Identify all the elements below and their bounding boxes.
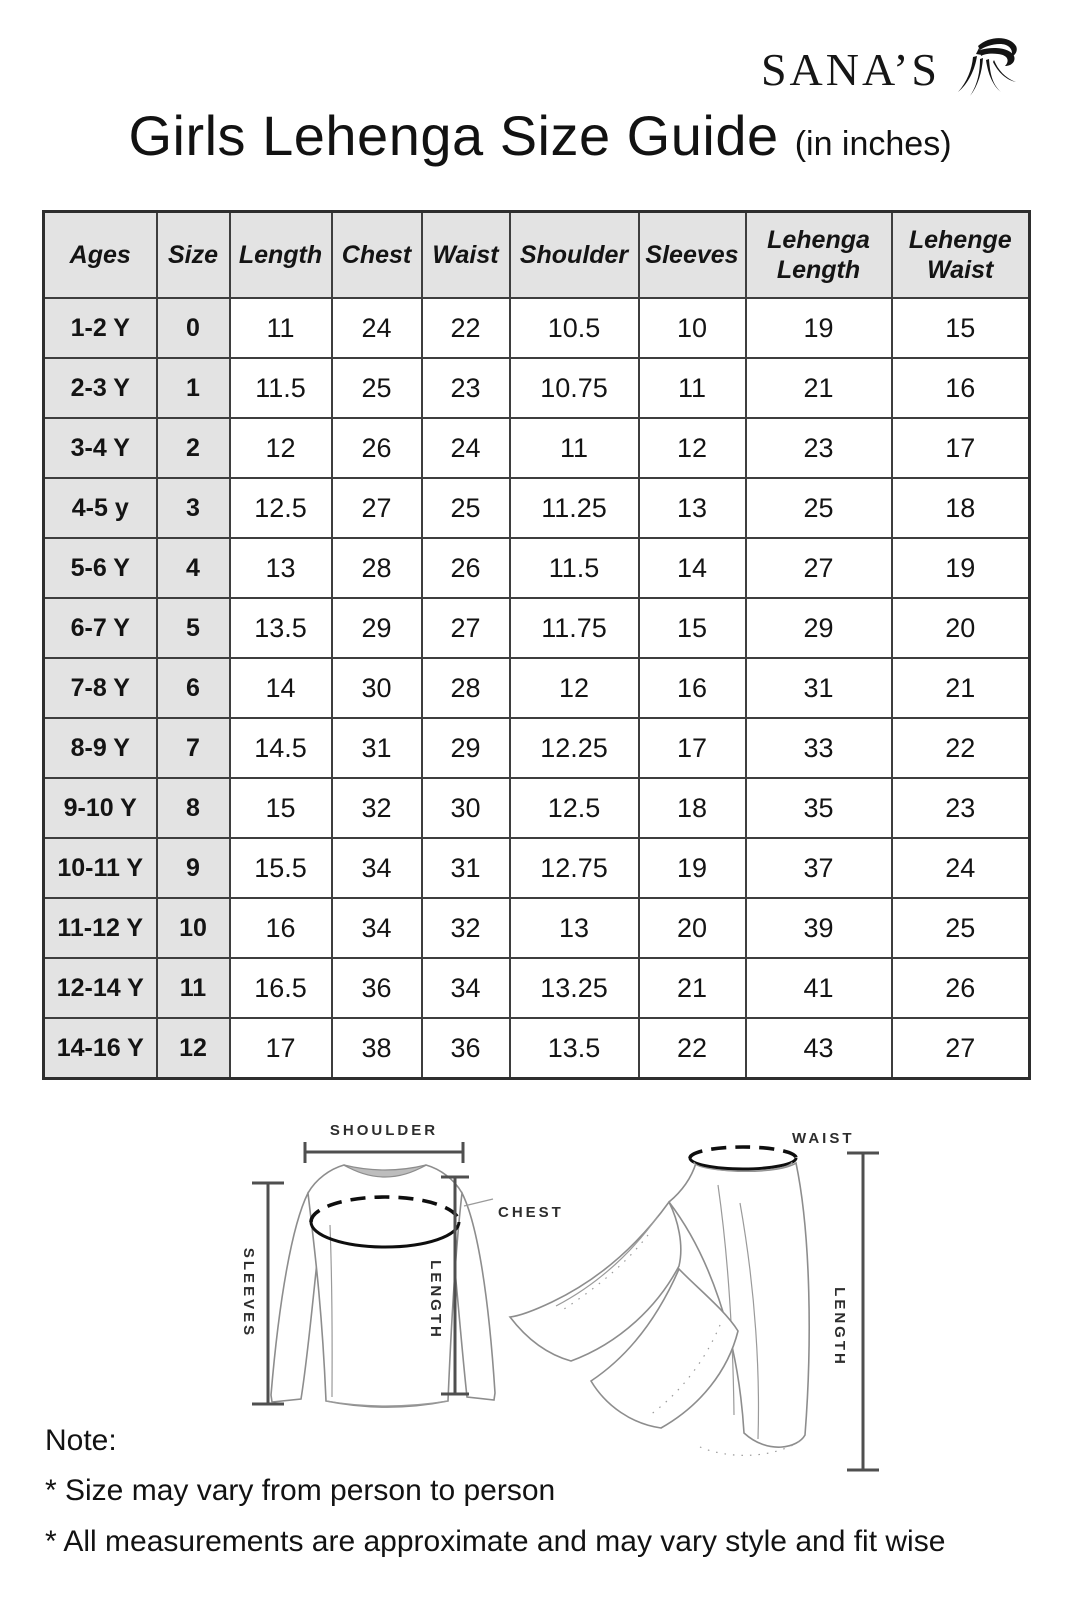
measure-cell: 38 bbox=[332, 1018, 422, 1079]
measure-cell: 12 bbox=[230, 418, 332, 478]
size-cell: 1 bbox=[157, 358, 230, 418]
measure-cell: 36 bbox=[422, 1018, 510, 1079]
measure-cell: 21 bbox=[746, 358, 892, 418]
ages-cell: 14-16 Y bbox=[44, 1018, 157, 1079]
measure-cell: 13.5 bbox=[510, 1018, 639, 1079]
title-suffix: (in inches) bbox=[794, 125, 952, 163]
measure-cell: 15 bbox=[892, 298, 1030, 358]
measure-cell: 15 bbox=[639, 598, 746, 658]
title-main: Girls Lehenga Size Guide bbox=[128, 104, 779, 167]
measure-cell: 25 bbox=[422, 478, 510, 538]
brand-name: SANA’S bbox=[760, 44, 940, 95]
shoulder-label: SHOULDER bbox=[329, 1122, 439, 1139]
ages-cell: 8-9 Y bbox=[44, 718, 157, 778]
ages-cell: 1-2 Y bbox=[44, 298, 157, 358]
skirt-length-label: LENGTH bbox=[831, 1287, 848, 1367]
ages-cell: 11-12 Y bbox=[44, 898, 157, 958]
size-cell: 2 bbox=[157, 418, 230, 478]
measure-cell: 27 bbox=[332, 478, 422, 538]
measure-cell: 12.5 bbox=[230, 478, 332, 538]
measure-cell: 25 bbox=[746, 478, 892, 538]
measure-cell: 17 bbox=[639, 718, 746, 778]
table-row bbox=[44, 478, 1030, 538]
note-heading: Note: bbox=[45, 1424, 117, 1457]
sleeves-label: SLEEVES bbox=[240, 1247, 257, 1339]
measure-cell: 35 bbox=[746, 778, 892, 838]
measure-cell: 34 bbox=[422, 958, 510, 1018]
lehenga-illustration bbox=[510, 1130, 879, 1470]
column-header-chest: Chest bbox=[332, 212, 422, 299]
measure-cell: 11 bbox=[230, 298, 332, 358]
measure-cell: 30 bbox=[332, 658, 422, 718]
measure-cell: 11.75 bbox=[510, 598, 639, 658]
measure-cell: 18 bbox=[892, 478, 1030, 538]
measure-cell: 19 bbox=[639, 838, 746, 898]
measure-cell: 24 bbox=[892, 838, 1030, 898]
ages-cell: 12-14 Y bbox=[44, 958, 157, 1018]
table-row bbox=[44, 958, 1030, 1018]
size-table bbox=[42, 210, 1031, 1080]
measure-cell: 15.5 bbox=[230, 838, 332, 898]
ages-cell: 2-3 Y bbox=[44, 358, 157, 418]
measure-cell: 12.5 bbox=[510, 778, 639, 838]
measure-cell: 25 bbox=[892, 898, 1030, 958]
measure-cell: 11 bbox=[639, 358, 746, 418]
measure-cell: 29 bbox=[746, 598, 892, 658]
measure-cell: 12.75 bbox=[510, 838, 639, 898]
measure-cell: 16 bbox=[892, 358, 1030, 418]
measure-cell: 19 bbox=[892, 538, 1030, 598]
measure-cell: 12 bbox=[639, 418, 746, 478]
ages-cell: 5-6 Y bbox=[44, 538, 157, 598]
measure-cell: 10.75 bbox=[510, 358, 639, 418]
measure-cell: 23 bbox=[746, 418, 892, 478]
ages-cell: 10-11 Y bbox=[44, 838, 157, 898]
measure-cell: 29 bbox=[422, 718, 510, 778]
measure-cell: 27 bbox=[746, 538, 892, 598]
measure-cell: 43 bbox=[746, 1018, 892, 1079]
table-row bbox=[44, 1018, 1030, 1079]
measure-cell: 13 bbox=[230, 538, 332, 598]
measure-cell: 28 bbox=[422, 658, 510, 718]
column-header-sleeves: Sleeves bbox=[639, 212, 746, 299]
size-cell: 7 bbox=[157, 718, 230, 778]
table-row bbox=[44, 538, 1030, 598]
measure-cell: 13.5 bbox=[230, 598, 332, 658]
measure-cell: 20 bbox=[892, 598, 1030, 658]
page-title bbox=[0, 104, 1080, 168]
size-cell: 5 bbox=[157, 598, 230, 658]
measure-cell: 17 bbox=[230, 1018, 332, 1079]
table-row bbox=[44, 838, 1030, 898]
table-row bbox=[44, 598, 1030, 658]
measure-cell: 21 bbox=[892, 658, 1030, 718]
measure-cell: 15 bbox=[230, 778, 332, 838]
size-cell: 6 bbox=[157, 658, 230, 718]
measure-cell: 21 bbox=[639, 958, 746, 1018]
measure-cell: 24 bbox=[422, 418, 510, 478]
measure-cell: 22 bbox=[639, 1018, 746, 1079]
measure-cell: 41 bbox=[746, 958, 892, 1018]
measurement-diagram bbox=[180, 1075, 920, 1475]
flowing-dress-icon bbox=[948, 34, 1022, 106]
table-row bbox=[44, 658, 1030, 718]
measure-cell: 13 bbox=[510, 898, 639, 958]
chest-label: CHEST bbox=[498, 1204, 564, 1221]
measure-cell: 32 bbox=[422, 898, 510, 958]
measure-cell: 11.5 bbox=[510, 538, 639, 598]
column-header-shoulder: Shoulder bbox=[510, 212, 639, 299]
measure-cell: 18 bbox=[639, 778, 746, 838]
table-row bbox=[44, 298, 1030, 358]
measure-cell: 34 bbox=[332, 898, 422, 958]
column-header-length: Length bbox=[230, 212, 332, 299]
measure-cell: 37 bbox=[746, 838, 892, 898]
measure-cell: 34 bbox=[332, 838, 422, 898]
measure-cell: 14 bbox=[639, 538, 746, 598]
size-cell: 0 bbox=[157, 298, 230, 358]
table-row bbox=[44, 778, 1030, 838]
brand-logo bbox=[761, 34, 1022, 106]
column-header-waist: Waist bbox=[422, 212, 510, 299]
measure-cell: 14 bbox=[230, 658, 332, 718]
waist-label: WAIST bbox=[792, 1130, 855, 1147]
measure-cell: 17 bbox=[892, 418, 1030, 478]
note-line: * All measurements are approximate and may vary style and fit wise bbox=[45, 1524, 946, 1558]
measure-cell: 20 bbox=[639, 898, 746, 958]
measure-cell: 11.5 bbox=[230, 358, 332, 418]
measure-cell: 14.5 bbox=[230, 718, 332, 778]
measure-cell: 22 bbox=[422, 298, 510, 358]
note-line: * Size may vary from person to person bbox=[45, 1474, 556, 1507]
measure-cell: 13.25 bbox=[510, 958, 639, 1018]
note-section bbox=[45, 1424, 945, 1573]
top-length-label: LENGTH bbox=[427, 1260, 444, 1340]
ages-cell: 7-8 Y bbox=[44, 658, 157, 718]
measure-cell: 22 bbox=[892, 718, 1030, 778]
measure-cell: 27 bbox=[892, 1018, 1030, 1079]
measure-cell: 12.25 bbox=[510, 718, 639, 778]
measure-cell: 39 bbox=[746, 898, 892, 958]
size-cell: 4 bbox=[157, 538, 230, 598]
size-cell: 8 bbox=[157, 778, 230, 838]
column-header-ages: Ages bbox=[44, 212, 157, 299]
measure-cell: 27 bbox=[422, 598, 510, 658]
measure-cell: 31 bbox=[422, 838, 510, 898]
size-cell: 11 bbox=[157, 958, 230, 1018]
column-header-lehenga-length: Lehenga Length bbox=[746, 212, 892, 299]
measure-cell: 33 bbox=[746, 718, 892, 778]
measure-cell: 25 bbox=[332, 358, 422, 418]
measure-cell: 26 bbox=[422, 538, 510, 598]
measure-cell: 19 bbox=[746, 298, 892, 358]
measure-cell: 32 bbox=[332, 778, 422, 838]
ages-cell: 6-7 Y bbox=[44, 598, 157, 658]
measure-cell: 30 bbox=[422, 778, 510, 838]
table-row bbox=[44, 898, 1030, 958]
ages-cell: 3-4 Y bbox=[44, 418, 157, 478]
column-header-lehenge-waist: Lehenge Waist bbox=[892, 212, 1030, 299]
size-cell: 10 bbox=[157, 898, 230, 958]
measure-cell: 11 bbox=[510, 418, 639, 478]
blouse-illustration bbox=[240, 1122, 564, 1407]
measure-cell: 31 bbox=[746, 658, 892, 718]
size-table-body bbox=[44, 298, 1030, 1079]
measure-cell: 26 bbox=[892, 958, 1030, 1018]
measure-cell: 10.5 bbox=[510, 298, 639, 358]
measure-cell: 16.5 bbox=[230, 958, 332, 1018]
ages-cell: 9-10 Y bbox=[44, 778, 157, 838]
measure-cell: 29 bbox=[332, 598, 422, 658]
measure-cell: 28 bbox=[332, 538, 422, 598]
measure-cell: 10 bbox=[639, 298, 746, 358]
measure-cell: 11.25 bbox=[510, 478, 639, 538]
size-table-header bbox=[44, 212, 1030, 299]
ages-cell: 4-5 y bbox=[44, 478, 157, 538]
measure-cell: 36 bbox=[332, 958, 422, 1018]
size-cell: 3 bbox=[157, 478, 230, 538]
table-row bbox=[44, 418, 1030, 478]
size-cell: 9 bbox=[157, 838, 230, 898]
measure-cell: 12 bbox=[510, 658, 639, 718]
measure-cell: 24 bbox=[332, 298, 422, 358]
measure-cell: 13 bbox=[639, 478, 746, 538]
measure-cell: 23 bbox=[892, 778, 1030, 838]
size-cell: 12 bbox=[157, 1018, 230, 1079]
measure-cell: 31 bbox=[332, 718, 422, 778]
measure-cell: 26 bbox=[332, 418, 422, 478]
column-header-size: Size bbox=[157, 212, 230, 299]
table-row bbox=[44, 718, 1030, 778]
header-row bbox=[44, 212, 1030, 299]
measure-cell: 16 bbox=[230, 898, 332, 958]
measure-cell: 23 bbox=[422, 358, 510, 418]
measure-cell: 16 bbox=[639, 658, 746, 718]
table-row bbox=[44, 358, 1030, 418]
